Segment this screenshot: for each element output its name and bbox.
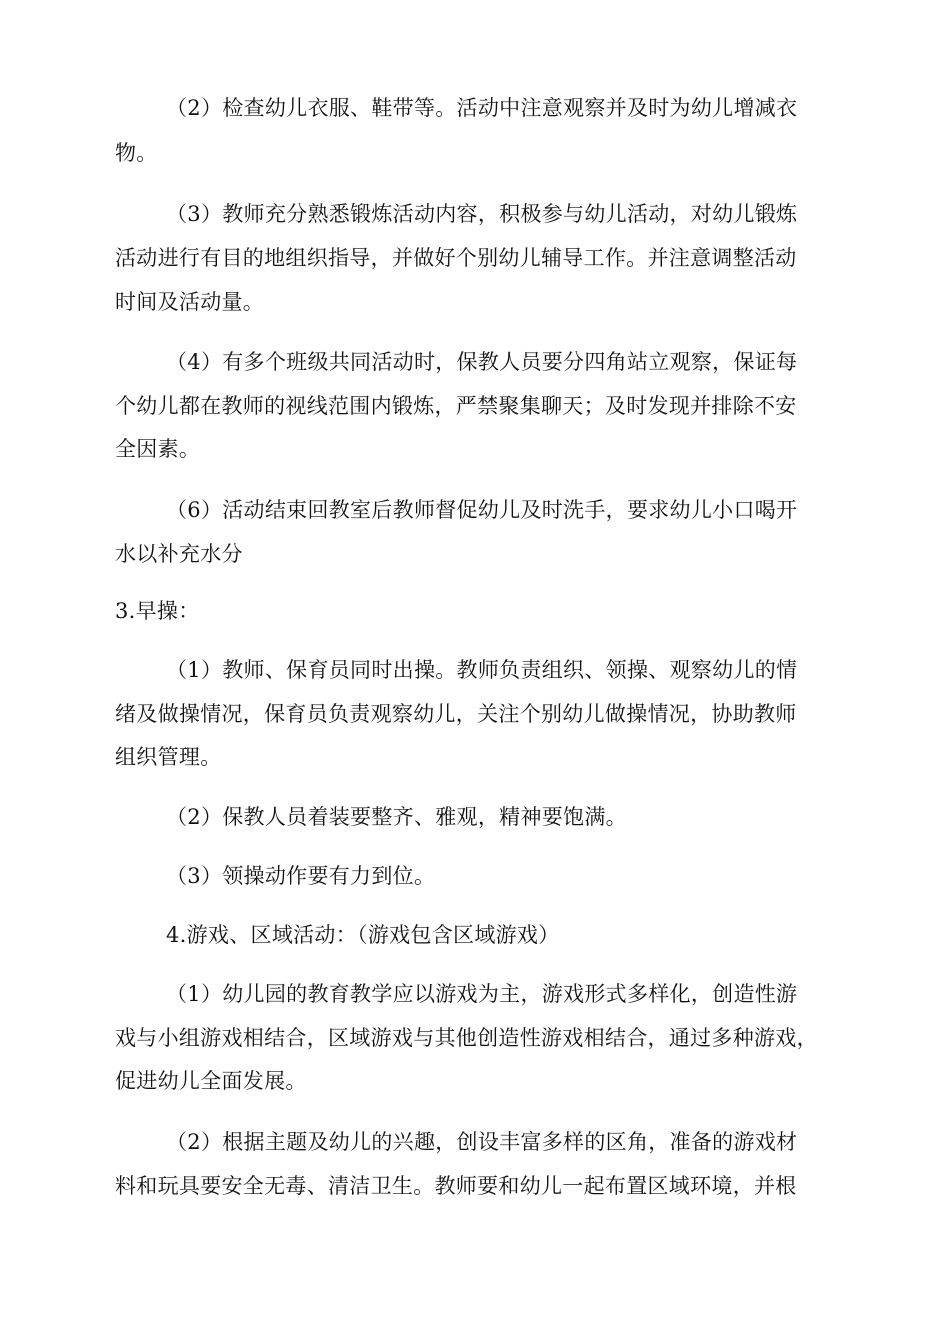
paragraph-line: 组织管理。 bbox=[115, 745, 222, 769]
paragraph-line: 戏与小组游戏相结合，区域游戏与其他创造性游戏相结合，通过多种游戏， bbox=[115, 1026, 818, 1050]
paragraph-line: （1）教师、保育员同时出操。教师负责组织、领操、观察幼儿的情 bbox=[166, 658, 798, 682]
paragraph-line: 全因素。 bbox=[115, 437, 201, 461]
paragraph-line: （1）幼儿园的教育教学应以游戏为主，游戏形式多样化，创造性游 bbox=[166, 982, 798, 1006]
paragraph-line: （2）根据主题及幼儿的兴趣，创设丰富多样的区角，准备的游戏材 bbox=[166, 1130, 798, 1154]
paragraph-line: （4）有多个班级共同活动时，保教人员要分四角站立观察，保证每 bbox=[166, 350, 798, 374]
paragraph-line: 时间及活动量。 bbox=[115, 290, 265, 314]
paragraph-line: 水以补充水分 bbox=[115, 542, 243, 566]
paragraph-line: （2）保教人员着装要整齐、雅观，精神要饱满。 bbox=[166, 805, 627, 829]
paragraph-line: 物。 bbox=[115, 141, 158, 165]
paragraph-line: （3）教师充分熟悉锻炼活动内容，积极参与幼儿活动，对幼儿锻炼 bbox=[166, 202, 798, 226]
paragraph-line: （6）活动结束回教室后教师督促幼儿及时洗手，要求幼儿小口喝开 bbox=[166, 498, 798, 522]
paragraph-line: 料和玩具要安全无毒、清洁卫生。教师要和幼儿一起布置区域环境，并根 bbox=[115, 1174, 797, 1198]
paragraph-line: 活动进行有目的地组织指导，并做好个别幼儿辅导工作。并注意调整活动 bbox=[115, 246, 797, 270]
section-heading: 3.早操： bbox=[115, 599, 200, 623]
section-heading: 4.游戏、区域活动：（游戏包含区域游戏） bbox=[166, 923, 560, 947]
paragraph-line: （2）检查幼儿衣服、鞋带等。活动中注意观察并及时为幼儿增减衣 bbox=[166, 96, 798, 120]
paragraph-line: 个幼儿都在教师的视线范围内锻炼，严禁聚集聊天；及时发现并排除不安 bbox=[115, 394, 797, 418]
paragraph-line: 绪及做操情况，保育员负责观察幼儿，关注个别幼儿做操情况，协助教师 bbox=[115, 702, 797, 726]
paragraph-line: 促进幼儿全面发展。 bbox=[115, 1069, 307, 1093]
paragraph-line: （3）领操动作要有力到位。 bbox=[166, 864, 436, 888]
